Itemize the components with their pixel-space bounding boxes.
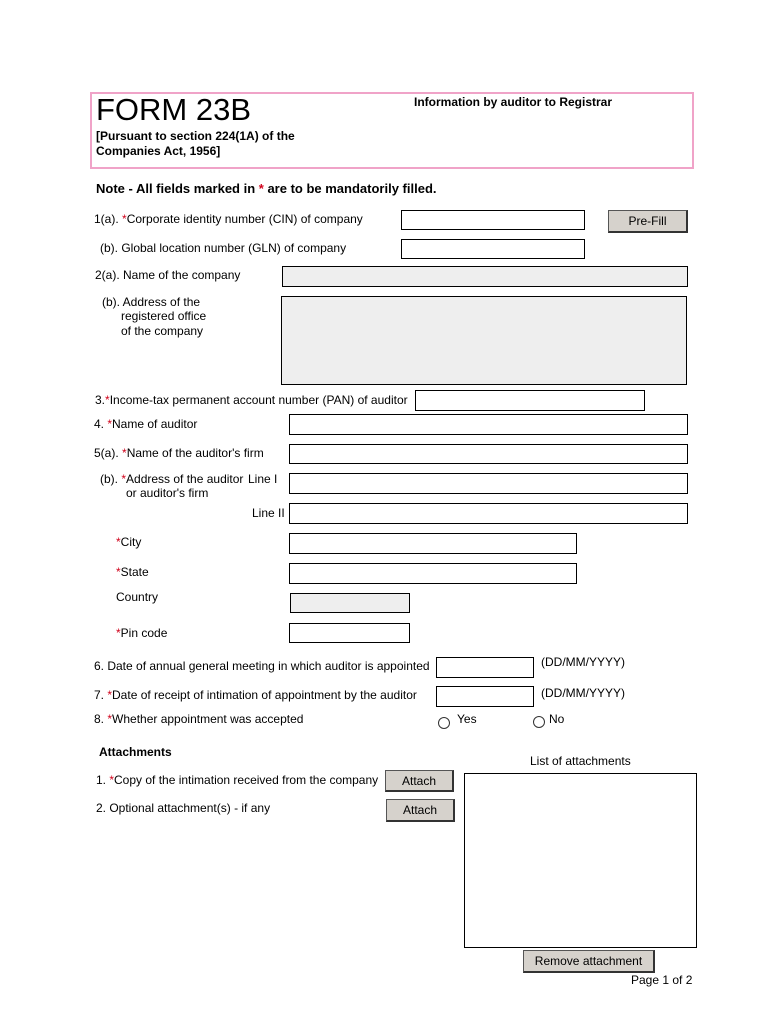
country-input[interactable]	[290, 593, 410, 613]
city-label-text: City	[120, 535, 142, 549]
pan-input[interactable]	[415, 390, 645, 411]
pin-code-required-star: *	[116, 626, 121, 640]
state-label	[116, 565, 149, 579]
attachments-list-heading: List of attachments	[530, 754, 631, 768]
gln-label: (b). Global location number (GLN) of company	[100, 241, 347, 255]
form-subtitle	[96, 129, 295, 159]
intimation-date-input[interactable]	[436, 686, 534, 707]
form-purpose-title: Information by auditor to Registrar	[414, 95, 613, 109]
auditor-name-prefix: 4.	[94, 417, 108, 431]
registered-office-label-line-1: (b). Address of the	[102, 295, 201, 309]
cin-label-text: Corporate identity number (CIN) of company	[126, 212, 363, 226]
intimation-date-required-star: *	[107, 688, 113, 702]
firm-name-required-star: *	[122, 446, 127, 460]
pin-code-input[interactable]	[289, 623, 410, 643]
appointment-accepted-prefix: 8.	[94, 712, 108, 726]
pin-code-label	[116, 626, 167, 640]
auditor-address-prefix: (b).	[100, 472, 122, 486]
agm-date-format: (DD/MM/YYYY)	[541, 655, 625, 669]
attachments-list-box[interactable]	[464, 773, 697, 948]
auditor-name-label	[94, 417, 197, 431]
firm-name-label	[94, 446, 264, 460]
cin-label	[94, 212, 363, 226]
company-name-label: 2(a). Name of the company	[95, 268, 241, 282]
no-label: No	[549, 712, 565, 726]
appointment-accepted-label	[94, 712, 303, 726]
cin-label-prefix: 1(a).	[94, 212, 123, 226]
subtitle-line-1: [Pursuant to section 224(1A) of the	[96, 129, 295, 143]
state-input[interactable]	[289, 563, 577, 584]
form-title: FORM 23B	[96, 92, 252, 127]
intimation-date-label	[94, 688, 417, 702]
pan-required-star: *	[105, 393, 110, 407]
intimation-date-label-text: Date of receipt of intimation of appointment by the auditor	[112, 688, 417, 702]
yes-label: Yes	[457, 712, 477, 726]
firm-name-input[interactable]	[289, 444, 688, 464]
prefill-button[interactable]: Pre-Fill	[608, 210, 688, 233]
company-name-input[interactable]	[282, 266, 688, 287]
page-number: Page 1 of 2	[631, 973, 693, 987]
country-label: Country	[116, 590, 159, 604]
intimation-date-prefix: 7.	[94, 688, 108, 702]
subtitle-line-2: Companies Act, 1956]	[96, 144, 221, 158]
auditor-address-label-line-2: or auditor's firm	[126, 486, 209, 500]
auditor-address-label-text: Address of the auditor	[126, 472, 244, 486]
note-suffix: are to be mandatorily filled.	[263, 181, 437, 196]
attachments-heading: Attachments	[99, 745, 172, 759]
remove-attachment-button[interactable]: Remove attachment	[523, 950, 655, 973]
city-input[interactable]	[289, 533, 577, 554]
attach-button-1[interactable]: Attach	[385, 770, 454, 792]
address-line-2-input[interactable]	[289, 503, 688, 524]
no-radio[interactable]	[533, 716, 545, 728]
agm-date-input[interactable]	[436, 657, 534, 678]
yes-radio[interactable]	[438, 717, 450, 729]
registered-office-label-line-2: registered office	[121, 309, 207, 323]
auditor-address-label	[100, 472, 243, 486]
auditor-name-input[interactable]	[289, 414, 688, 435]
attachment-1-label	[96, 773, 378, 787]
attachment-1-label-text: Copy of the intimation received from the company	[114, 773, 379, 787]
pin-code-label-text: Pin code	[120, 626, 168, 640]
intimation-date-format: (DD/MM/YYYY)	[541, 686, 625, 700]
agm-date-label: 6. Date of annual general meeting in which auditor is appointed	[94, 659, 430, 673]
registered-office-label-line-3: of the company	[121, 324, 204, 338]
auditor-name-required-star: *	[107, 417, 113, 431]
state-required-star: *	[116, 565, 121, 579]
note-star: *	[258, 181, 264, 196]
note-prefix: Note - All fields marked in	[96, 181, 259, 196]
attachment-2-label: 2. Optional attachment(s) - if any	[96, 801, 271, 815]
appointment-accepted-label-text: Whether appointment was accepted	[112, 712, 304, 726]
auditor-address-required-star: *	[121, 472, 127, 486]
city-label	[116, 535, 141, 549]
appointment-accepted-required-star: *	[107, 712, 113, 726]
pan-label	[95, 393, 408, 407]
address-line-2-label: Line II	[252, 506, 285, 520]
pan-label-prefix: 3.	[95, 393, 106, 407]
cin-required-star: *	[122, 212, 127, 226]
state-label-text: State	[120, 565, 149, 579]
mandatory-note	[96, 181, 437, 196]
cin-input[interactable]	[401, 210, 585, 230]
pan-label-text: Income-tax permanent account number (PAN) of auditor	[109, 393, 408, 407]
attach-button-2[interactable]: Attach	[386, 799, 455, 822]
registered-office-address-textarea[interactable]	[281, 296, 687, 385]
firm-name-label-text: Name of the auditor's firm	[126, 446, 264, 460]
gln-input[interactable]	[401, 239, 585, 259]
attachment-1-prefix: 1.	[96, 773, 110, 787]
city-required-star: *	[116, 535, 121, 549]
address-line-1-label: Line I	[248, 472, 278, 486]
attachment-1-required-star: *	[109, 773, 115, 787]
auditor-name-label-text: Name of auditor	[112, 417, 198, 431]
address-line-1-input[interactable]	[289, 473, 688, 494]
firm-name-prefix: 5(a).	[94, 446, 123, 460]
